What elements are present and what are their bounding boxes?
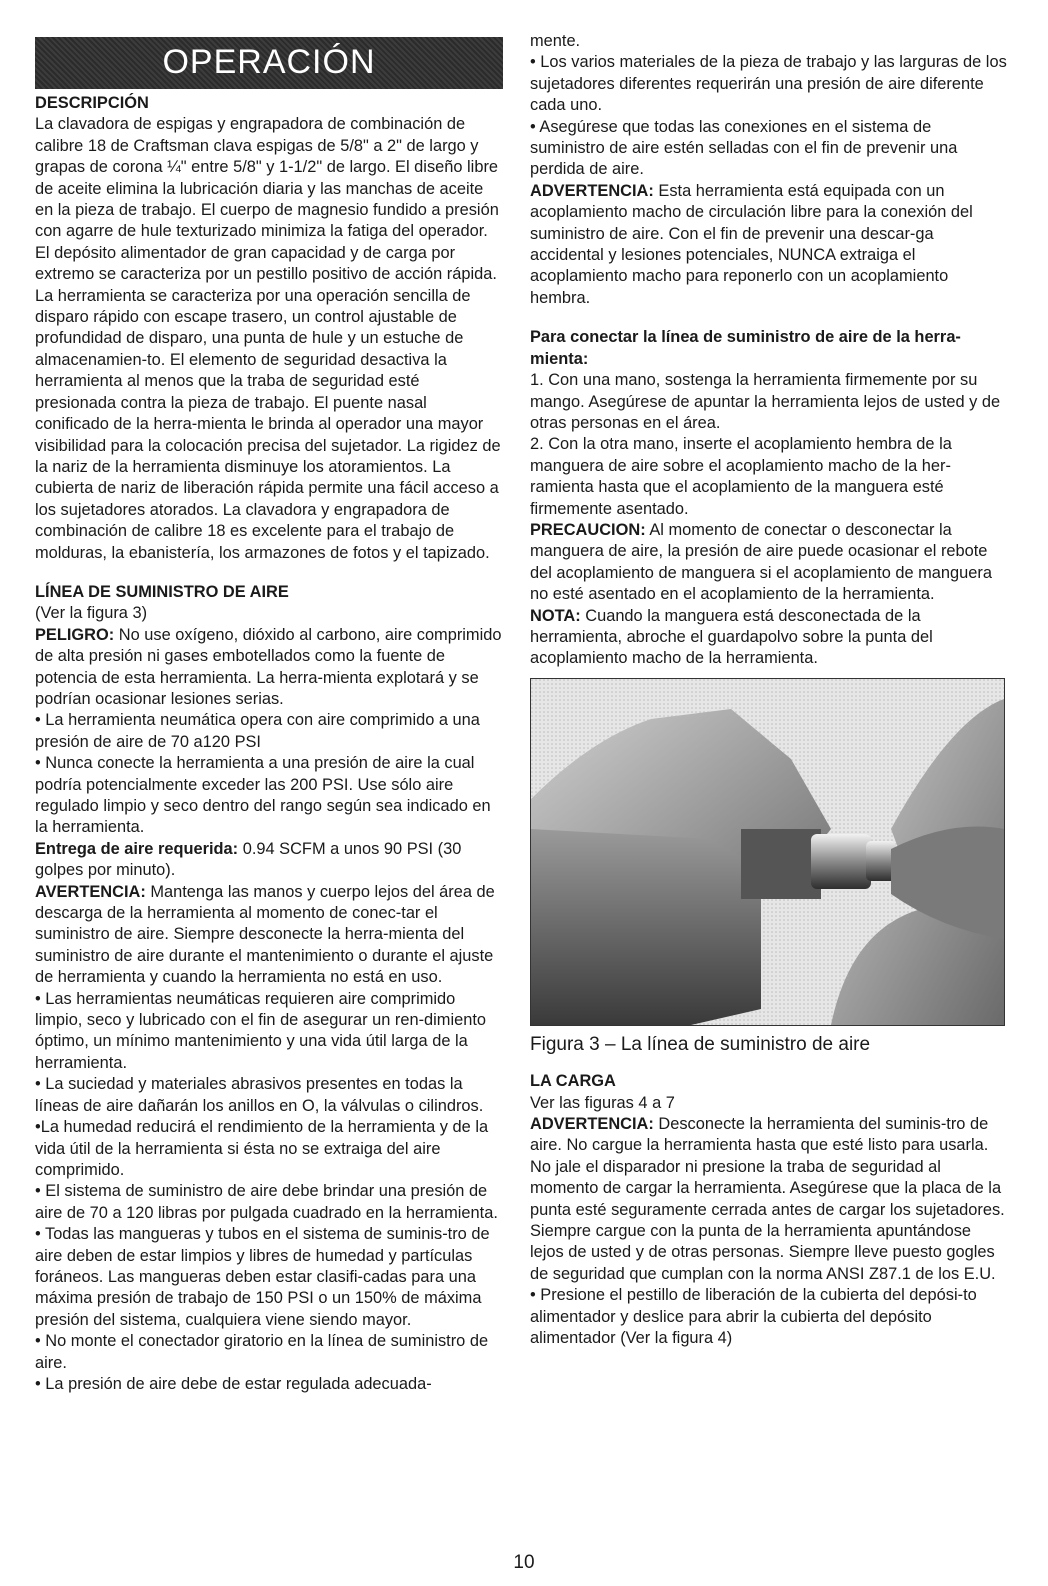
right-column: [530, 31, 1007, 1349]
bullet-6: • El sistema de suministro de aire debe brindar una presión de aire de 70 a 120 libras por pulgada cuadrado en la herramienta.: [35, 1182, 498, 1222]
bullet-4: • La suciedad y materiales abrasivos presentes en todas la líneas de aire dañarán los anillos en O, la válvulas o cilindros.: [35, 1075, 484, 1115]
carga-ref: Ver las figuras 4 a 7: [530, 1093, 675, 1112]
nota-paragraph: [530, 606, 1007, 670]
section-banner: [35, 37, 503, 89]
avertencia-paragraph: [35, 882, 503, 989]
entrega-text: 0.94 SCFM a unos 90 PSI (30 golpes por minuto).: [35, 839, 462, 880]
step-1: 1. Con una mano, sostenga la herramienta firmemente por su mango. Asegúrese de apuntar la herramienta lejos de usted y de otras personas en el área.: [530, 371, 1001, 432]
advertencia-text: Esta herramienta está equipada con un acoplamiento macho de circulación libre para la conexión del suministro de aire. Con el fin de prevenir una descar-ga accidental y lesiones potenciales, NUNCA extraiga el acoplamiento macho para reponerlo con un acoplamiento hembra.: [530, 181, 973, 307]
bullet-3: • Las herramientas neumáticas requieren aire comprimido limpio, seco y lubricado con el fin de asegurar un ren-dimiento óptimo, un mínimo mantenimiento y una vida útil larga de la herramienta.: [35, 989, 486, 1072]
nota-label: NOTA:: [530, 606, 581, 625]
descripcion-heading: DESCRIPCIÓN: [35, 94, 149, 112]
bullet-7: • Todas las mangueras y tubos en el sistema de suminis-tro de aire deben de estar limpios y libres de humedad y partículas foráneos. Las mangueras deben estar clasifi-cadas para una máxima presión de trabajo de 150 PSI o un 150% de máxima presión del sistema, cualquiera viene siendo mayor.: [35, 1225, 490, 1329]
carga-advertencia-text: Desconecte la herramienta del suminis-tro de aire. No cargue la herramienta hasta que esté listo para usarla. No jale el disparador ni presione la traba de seguridad al momento de cargar la herramienta. Asegúrese que la placa de la punta esté seguramente cerrada antes de cargar los sujetadores. Siempre cargue con la punta de la herramienta apuntándose lejos de usted y de otras personas. Siempre lleve puesto gogles de seguridad que cumplan con la norma ANSI Z87.1 de los E.U.: [530, 1115, 1005, 1283]
bullet-2: • Nunca conecte la herramienta a una presión de aire la cual podría potencialmente exceder las 200 PSI. Use sólo aire regulado limpio y seco dentro del rango según sea indicado en la herramienta.: [35, 754, 491, 837]
bullet-9: • La presión de aire debe de estar regulada adecuada-: [35, 1374, 432, 1393]
step-2: 2. Con la otra mano, inserte el acoplamiento hembra de la manguera de aire sobre el acoplamiento macho de la her-ramienta hasta que el acoplamiento de la manguera esté firmemente asentado.: [530, 435, 952, 518]
entrega-paragraph: [35, 839, 503, 882]
conectar-heading: Para conectar la línea de suministro de aire de la herra-mienta:: [530, 328, 961, 368]
peligro-paragraph: [35, 625, 503, 711]
bullet-1: • La herramienta neumática opera con aire comprimido a una presión de aire de 70 a120 PSI: [35, 711, 480, 751]
banner-title: OPERACIÓN: [162, 43, 376, 82]
bullet-11: • Asegúrese que todas las conexiones en el sistema de suministro de aire estén selladas con el fin de prevenir una perdida de aire.: [530, 117, 958, 179]
carga-advertencia-paragraph: [530, 1114, 1007, 1285]
tool-fitting-shape: [741, 829, 821, 899]
page-number: 10: [513, 1552, 535, 1573]
tool-body-shape: [531, 829, 761, 1025]
figure-3-photo: [530, 678, 1005, 1026]
avertencia-text: Mantenga las manos y cuerpo lejos del área de descarga de la herramienta al momento de conec-tar el suministro de aire. Siempre desconecte la herra-mienta del suministro de aire durante el mantenimiento o durante el ajuste de herramienta y cuando la herramienta no está en uso.: [35, 882, 495, 987]
advertencia-paragraph: [530, 181, 1007, 309]
precaucion-paragraph: [530, 520, 1007, 606]
avertencia-label: AVERTENCIA:: [35, 882, 146, 901]
linea-ref: (Ver la figura 3): [35, 604, 148, 623]
continuation-text: mente.: [530, 32, 581, 50]
peligro-label: PELIGRO:: [35, 625, 115, 644]
advertencia-label: ADVERTENCIA:: [530, 181, 654, 200]
precaucion-text: Al momento de conectar o desconectar la manguera de aire, la presión de aire puede ocasionar el rebote del acoplamiento de manguera si el acoplamiento de manguera no esté asentado en el acoplamiento de la herramienta.: [530, 520, 992, 604]
linea-heading: LÍNEA DE SUMINISTRO DE AIRE: [35, 582, 289, 601]
carga-advertencia-label: ADVERTENCIA:: [530, 1115, 654, 1133]
peligro-text: No use oxígeno, dióxido al carbono, aire comprimido de alta presión ni gases embotellados como la fuente de potencia de esta herramienta. La herra-mienta explotará y se podrían ocasionar lesiones serias.: [35, 625, 502, 708]
entrega-label: Entrega de aire requerida:: [35, 839, 239, 858]
bullet-10: • Los varios materiales de la pieza de trabajo y las larguras de los sujetadores diferentes requerirán una presión de aire diferente cada uno.: [530, 53, 1007, 115]
carga-heading: LA CARGA: [530, 1072, 616, 1091]
descripcion-body: La clavadora de espigas y engrapadora de combinación de calibre 18 de Craftsman clava espigas de 5/8" a 2" de largo y grapas de corona ¼" entre 5/8" y 1-1/2" de largo. El diseño libre de aceite elimina la lubricación diaria y las manchas de aceite en la pieza de trabajo. El cuerpo de magnesio fundido a presión con agarre de hule texturizado minimiza la fatiga del operador. El depósito alimentador de gran capacidad y de carga por extremo se caracteriza por un pestillo positivo de acción rápida. La herramienta se caracteriza por una operación sencilla de disparo rápido con escape trasero, un control ajustable de profundidad de disparo, una punta de hule y un estuche de almacenamien-to. El elemento de seguridad desactiva la herramienta al menos que la traba de seguridad esté presionada contra la pieza de trabajo. El puente nasal conificado de la herra-mienta le brinda al operador una mayor visibilidad para la colocación precisa del sujetador. La rigidez de la nariz de la herramienta disminuye los atoramientos. La cubierta de nariz de liberación rápida permite una fácil acceso a los sujetadores atorados. La clavadora y engrapadora de combinación de calibre 18 es excelente para el trabajo de molduras, la ebanistería, los armazones de fotos y el tapizado.: [35, 115, 501, 562]
bullet-5: •La humedad reducirá el rendimiento de la herramienta y de la vida útil de la herramienta si ésta no se extraiga del aire comprimido.: [35, 1118, 489, 1179]
figure-caption: Figura 3 – La línea de suministro de aire: [530, 1033, 871, 1055]
bullet-12: • Presione el pestillo de liberación de la cubierta del depósi-to alimentador y deslice para abrir la cubierta del depósito alimentador (Ver la figura 4): [530, 1286, 977, 1348]
precaucion-label: PRECAUCION:: [530, 520, 646, 539]
coupling-shape: [811, 834, 871, 889]
bullet-8: • No monte el conectador giratorio en la línea de suministro de aire.: [35, 1332, 489, 1372]
nota-text: Cuando la manguera está desconectada de la herramienta, abroche el guardapolvo sobre la punta del acoplamiento macho de la herramienta.: [530, 606, 933, 668]
left-column: [35, 0, 503, 1395]
air-coupling-illustration: [531, 679, 1004, 1025]
